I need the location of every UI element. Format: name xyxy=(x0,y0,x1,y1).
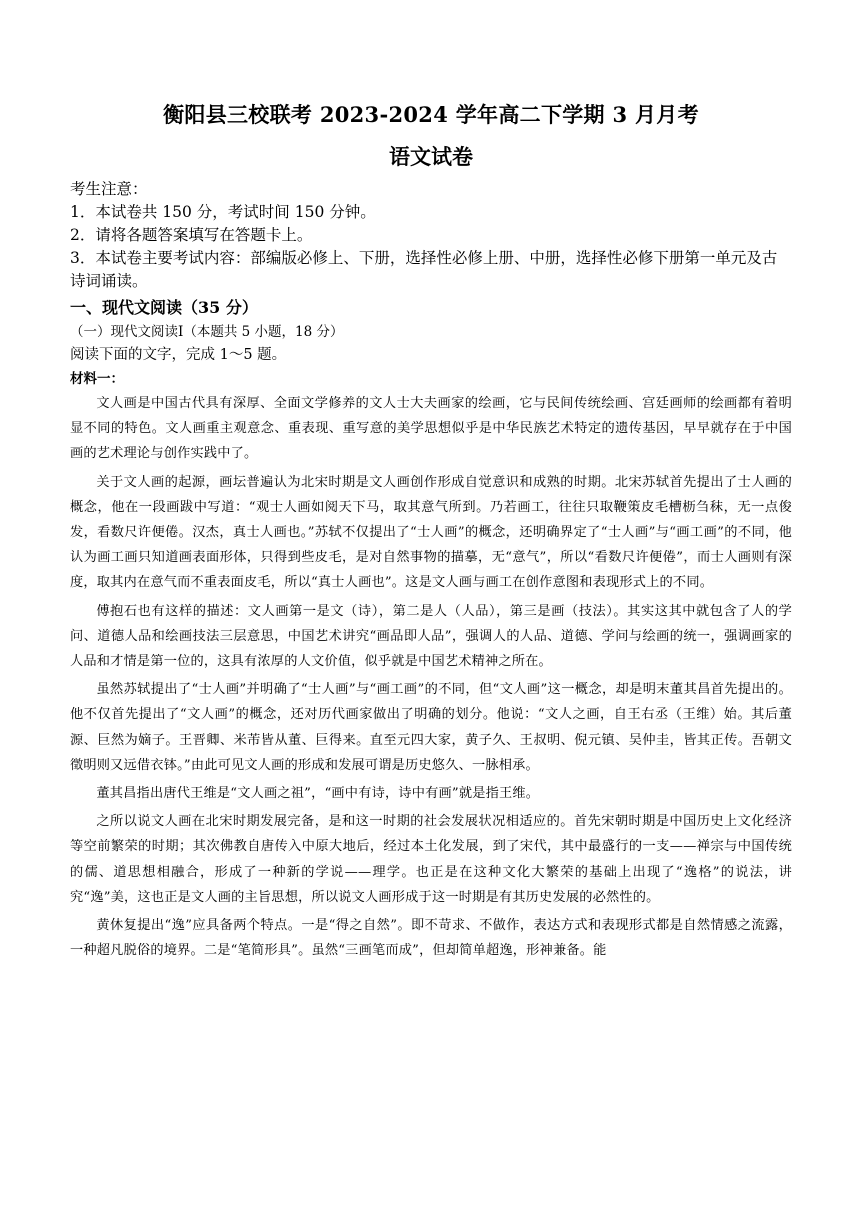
passage-paragraph: 文人画是中国古代具有深厚、全面文学修养的文人士大夫画家的绘画，它与民间传统绘画、宫廷画师的绘画都有着明显不同的特色。文人画重主观意念、重表现、重写意的美学思想似乎是中华民族艺术特定的遗传基因，早早就存在于中国画的艺术理论与创作实践中了。 xyxy=(70,396,792,462)
section-heading: 一、现代文阅读（35 分） xyxy=(70,298,258,317)
passage-paragraph: 虽然苏轼提出了“士人画”并明确了“士人画”与“画工画”的不同，但“文人画”这一概念，却是明末董其昌首先提出的。他不仅首先提出了“文人画”的概念，还对历代画家做出了明确的划分。他说：“文人之画，自王右丞（王维）始。其后董源、巨然为嫡子。王晋卿、米芾皆从董、巨得来。直至元四大家，黄子久、王叔明、倪元镇、吴仲圭，皆其正传。吾朝文徵明则又远借衣钵。”由此可见文人画的形成和发展可谓是历史悠久、一脉相承。 xyxy=(70,682,792,773)
notice-item-2: 2．请将各题答案填写在答题卡上。 xyxy=(70,226,313,244)
reading-passage xyxy=(70,391,792,963)
passage-paragraph: 之所以说文人画在北宋时期发展完备，是和这一时期的社会发展状况相适应的。首先宋朝时期是中国历史上文化经济等空前繁荣的时期；其次佛教自唐传入中原大地后，经过本土化发展，到了宋代，其中最盛行的一支——禅宗与中国传统的儒、道思想相融合，形成了一种新的学说——理学。也正是在这种文化大繁荣的基础上出现了“逸格”的说法，讲究“逸”美，这也正是文人画的主旨思想，所以说文人画形成于这一时期是有其历史发展的必然性的。 xyxy=(70,814,792,905)
notice-heading: 考生注意： xyxy=(70,180,148,198)
reading-instruction: 阅读下面的文字，完成 1～5 题。 xyxy=(70,347,287,363)
passage-paragraph: 关于文人画的起源，画坛普遍认为北宋时期是文人画创作形成自觉意识和成熟的时期。北宋苏轼首先提出了士人画的概念，他在一段画跋中写道：“观士人画如阅天下马，取其意气所到。乃若画工，往往只取鞭策皮毛槽枥刍秣，无一点俊发，看数尺许便倦。汉杰，真士人画也。”苏轼不仅提出了“士人画”的概念，还明确界定了“士人画”与“画工画”的不同，他认为画工画只知道画表面形体，只得到些皮毛，是对自然事物的描摹，无“意气”，所以“看数尺许便倦”，而士人画则有深度，取其内在意气而不重表面皮毛，所以“真士人画也”。这是文人画与画工在创作意图和表现形式上的不同。 xyxy=(70,474,792,591)
passage-paragraph: 董其昌指出唐代王维是“文人画之祖”，“画中有诗，诗中有画”就是指王维。 xyxy=(96,786,540,802)
exam-page xyxy=(70,100,792,966)
exam-subtitle: 语文试卷 xyxy=(389,144,473,169)
subsection-heading: （一）现代文阅读Ⅰ（本题共 5 小题，18 分） xyxy=(70,324,344,340)
passage-paragraph: 黄休复提出“逸”应具备两个特点。一是“得之自然”。即不苛求、不做作，表达方式和表现形式都是自然情感之流露，一种超凡脱俗的境界。二是“笔简形具”。虽然“三画笔而成”，但却简单超逸，形神兼备。能 xyxy=(70,918,792,959)
notice-item-3: 3．本试卷主要考试内容：部编版必修上、下册，选择性必修上册、中册，选择性必修下册第一单元及古诗词诵读。 xyxy=(70,249,778,290)
notice-item-1: 1．本试卷共 150 分，考试时间 150 分钟。 xyxy=(70,203,376,221)
exam-title: 衡阳县三校联考 2023-2024 学年高二下学期 3 月月考 xyxy=(163,102,699,127)
passage-paragraph: 傅抱石也有这样的描述：文人画第一是文（诗），第二是人（人品），第三是画（技法）。其实这其中就包含了人的学问、道德人品和绘画技法三层意思，中国艺术讲究“画品即人品”，强调人的人品、道德、学问与绘画的统一，强调画家的人品和才情是第一位的，这具有浓厚的人文价值，似乎就是中国艺术精神之所在。 xyxy=(70,603,792,670)
material-label: 材料一： xyxy=(70,371,124,387)
candidate-notice xyxy=(70,178,792,293)
